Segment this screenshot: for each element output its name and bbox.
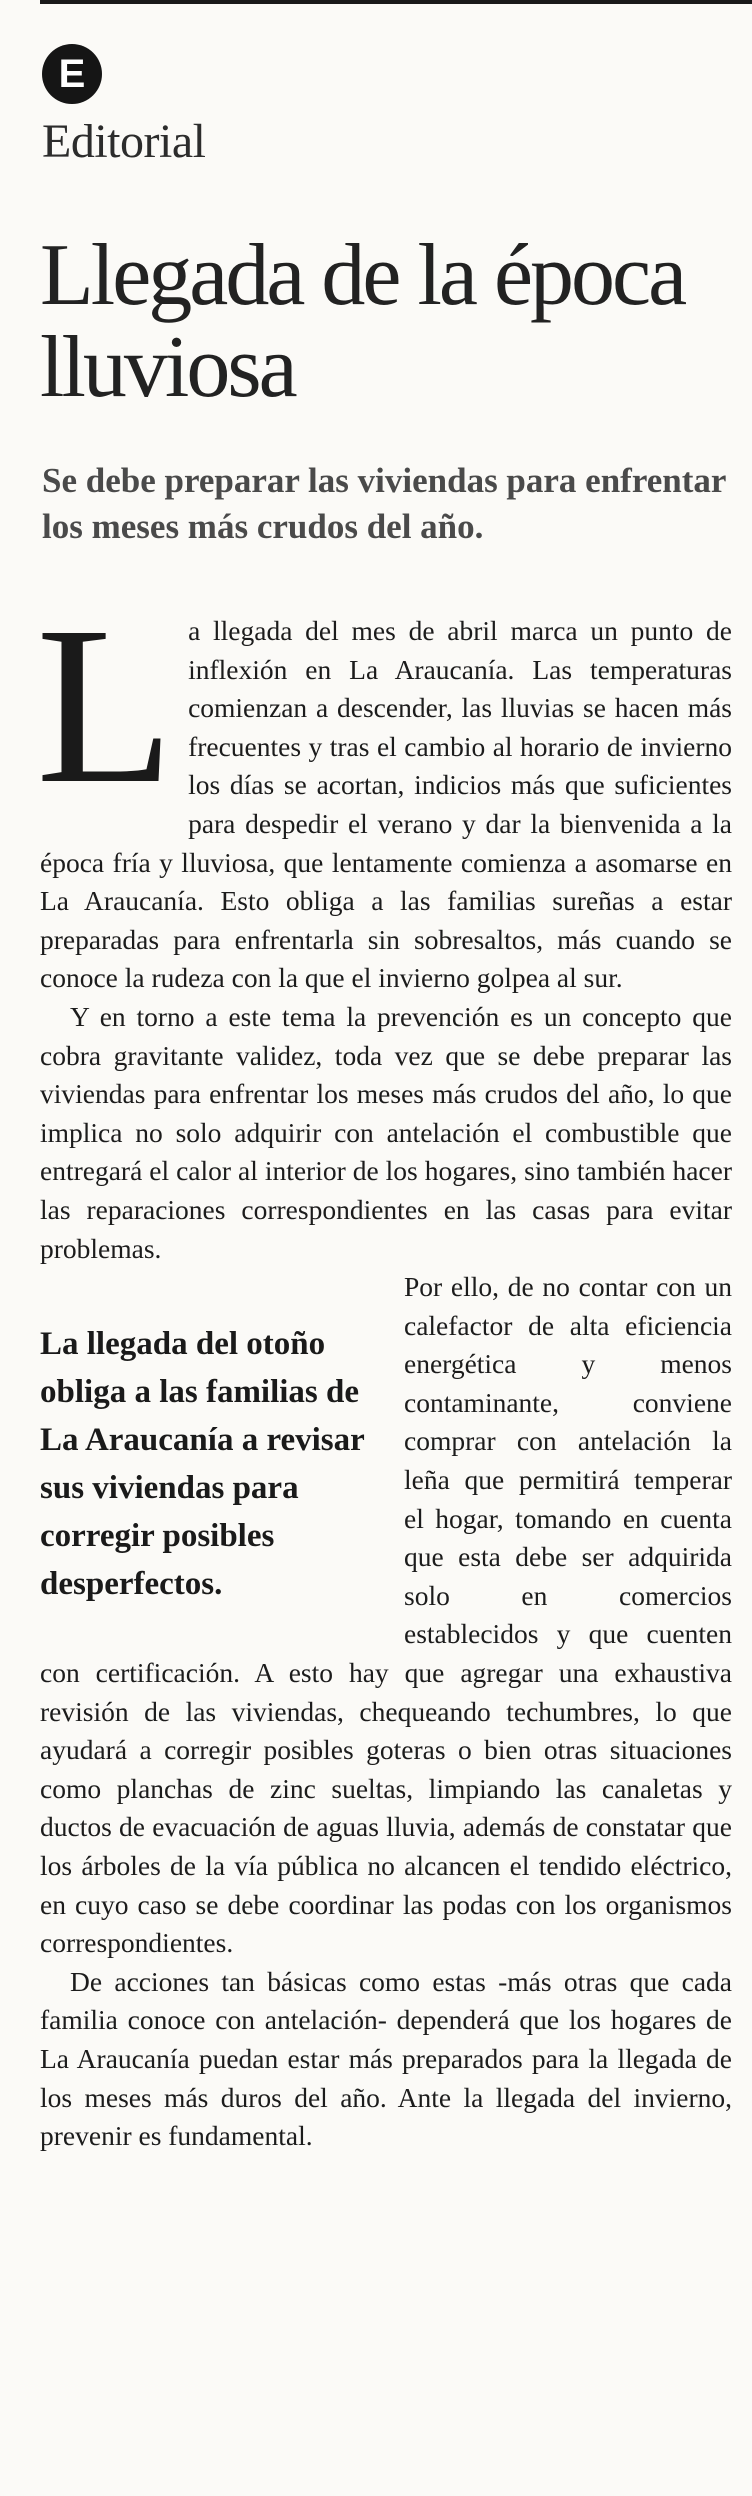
pull-quote: La llegada del otoño obliga a las familias de La Araucanía a revisar sus viviendas para corregir posibles desperfectos. bbox=[40, 1326, 365, 1603]
editorial-badge-icon: E bbox=[42, 44, 102, 104]
headline: Llegada de la época lluviosa bbox=[40, 227, 685, 416]
article-body bbox=[36, 580, 732, 2156]
top-rule bbox=[40, 0, 752, 4]
paragraph-3: Por ello, de no contar con un calefactor de alta eficiencia energética y menos contaminante, conviene comprar con antelación la leña que permitirá temperar el hogar, tomando en cuenta que esta debe ser adquirida solo en comercios establecidos y que cuenten con certificación. A esto hay que agregar una exhaustiva revisión de las viviendas, chequeando techumbres, lo que ayudará a corregir posibles goteras o bien otras situaciones como planchas de zinc sueltas, limpiando las canaletas y ductos de evacuación de aguas lluvia, además de constatar que los árboles de la vía pública no alcancen el tendido eléctrico, en cuyo caso se debe coordinar las podas con los organismos correspondientes. bbox=[40, 1271, 732, 1959]
paragraph-1-text: a llegada del mes de abril marca un punto de inflexión en La Araucanía. Las temperaturas comienzan a descender, las lluvias se hacen más frecuentes y tras el cambio al horario de invierno los días se acortan, indicios más que suficientes para despedir el verano y dar la bienvenida a la época fría y lluviosa, que lentamente comienza a asomarse en La Araucanía. Esto obliga a las familias sureñas a estar preparadas para enfrentarla sin sobresaltos, más cuando se conoce la rudeza con la que el invierno golpea al sur. bbox=[40, 615, 732, 994]
paragraph-1 bbox=[36, 580, 732, 998]
subheadline: Se debe preparar las viviendas para enfrentar los meses más crudos del año. bbox=[42, 461, 726, 546]
section-label: Editorial bbox=[42, 115, 206, 168]
drop-cap: L bbox=[36, 580, 175, 830]
paragraph-2: Y en torno a este tema la prevención es un concepto que cobra gravitante validez, toda vez que se debe preparar las viviendas para enfrentar los meses más crudos del año, lo que implica no solo adquirir con antelación el combustible que entregará el calor al interior de los hogares, sino también hacer las reparaciones correspondientes en las casas para evitar problemas. bbox=[40, 1000, 732, 1264]
paragraph-4: De acciones tan básicas como estas -más otras que cada familia conoce con antelación- dependerá que los hogares de La Araucanía puedan estar más preparados para la llegada de los meses más duros del año. Ante la llegada del invierno, prevenir es fundamental. bbox=[40, 1965, 732, 2152]
